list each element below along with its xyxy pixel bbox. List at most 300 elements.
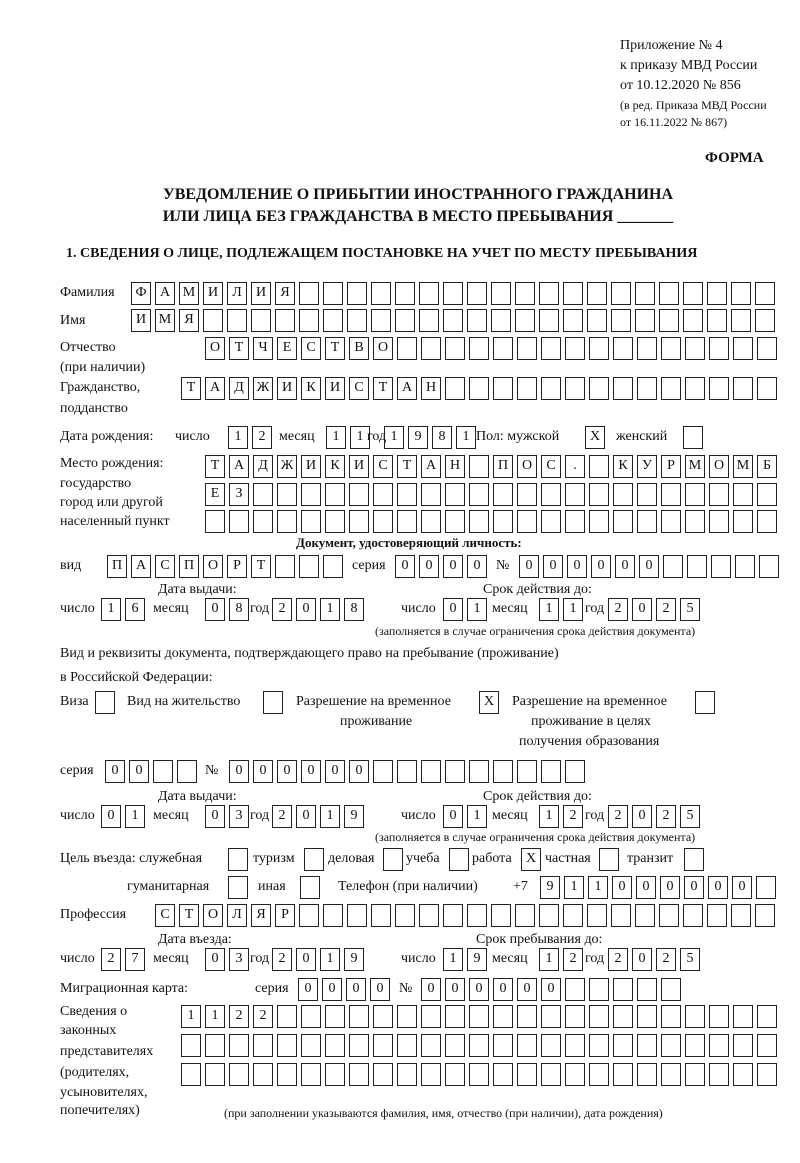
form-cell[interactable] — [395, 282, 415, 305]
form-cell[interactable] — [301, 1063, 321, 1086]
form-cell[interactable] — [421, 483, 441, 506]
form-cell[interactable] — [565, 377, 585, 400]
form-cell[interactable] — [517, 760, 537, 783]
form-cell[interactable] — [349, 1005, 369, 1028]
form-cell[interactable]: 9 — [467, 948, 487, 971]
form-cell[interactable]: М — [179, 282, 199, 305]
form-cell[interactable]: 9 — [344, 948, 364, 971]
stay-number-field[interactable] — [229, 760, 589, 783]
form-cell[interactable]: П — [179, 555, 199, 578]
form-cell[interactable] — [277, 1005, 297, 1028]
form-cell[interactable]: 5 — [680, 805, 700, 828]
form-cell[interactable] — [419, 282, 439, 305]
form-cell[interactable] — [613, 978, 633, 1001]
stay-until-day-field[interactable] — [443, 948, 491, 971]
form-cell[interactable]: 0 — [205, 805, 225, 828]
form-cell[interactable] — [517, 1034, 537, 1057]
form-cell[interactable] — [493, 760, 513, 783]
form-cell[interactable] — [443, 309, 463, 332]
form-cell[interactable] — [757, 337, 777, 360]
form-cell[interactable] — [757, 1005, 777, 1028]
form-cell[interactable] — [205, 1063, 225, 1086]
form-cell[interactable]: Ж — [253, 377, 273, 400]
form-cell[interactable] — [733, 510, 753, 533]
form-cell[interactable] — [449, 848, 469, 871]
form-cell[interactable] — [589, 1063, 609, 1086]
form-cell[interactable]: 5 — [680, 598, 700, 621]
form-cell[interactable]: 0 — [395, 555, 415, 578]
form-cell[interactable]: К — [325, 455, 345, 478]
form-cell[interactable] — [685, 377, 705, 400]
form-cell[interactable] — [613, 1034, 633, 1057]
form-cell[interactable]: Я — [251, 904, 271, 927]
form-cell[interactable] — [373, 1034, 393, 1057]
form-cell[interactable] — [756, 876, 776, 899]
form-cell[interactable] — [419, 309, 439, 332]
stay-issue-day-field[interactable] — [101, 805, 149, 828]
form-cell[interactable]: Т — [251, 555, 271, 578]
form-cell[interactable] — [707, 309, 727, 332]
form-cell[interactable] — [709, 1063, 729, 1086]
temp-residence-edu-checkbox[interactable] — [695, 691, 719, 714]
form-cell[interactable] — [685, 510, 705, 533]
form-cell[interactable]: Т — [397, 455, 417, 478]
form-cell[interactable] — [755, 309, 775, 332]
form-cell[interactable]: 2 — [608, 598, 628, 621]
form-cell[interactable] — [325, 483, 345, 506]
citizenship-field[interactable] — [181, 377, 781, 400]
form-cell[interactable]: 0 — [543, 555, 563, 578]
form-cell[interactable]: Р — [275, 904, 295, 927]
form-cell[interactable] — [587, 309, 607, 332]
form-cell[interactable] — [683, 426, 703, 449]
form-cell[interactable] — [589, 377, 609, 400]
name-field[interactable] — [131, 309, 779, 332]
form-cell[interactable] — [227, 309, 247, 332]
purpose-business-checkbox[interactable] — [383, 848, 407, 871]
form-cell[interactable] — [469, 377, 489, 400]
form-cell[interactable] — [611, 904, 631, 927]
form-cell[interactable] — [229, 1034, 249, 1057]
form-cell[interactable] — [277, 1063, 297, 1086]
form-cell[interactable] — [613, 337, 633, 360]
form-cell[interactable] — [587, 904, 607, 927]
phone-field[interactable] — [540, 876, 780, 899]
form-cell[interactable] — [397, 337, 417, 360]
form-cell[interactable] — [661, 483, 681, 506]
form-cell[interactable] — [299, 282, 319, 305]
form-cell[interactable]: 0 — [469, 978, 489, 1001]
form-cell[interactable] — [421, 1063, 441, 1086]
form-cell[interactable] — [613, 483, 633, 506]
birth-day-field[interactable] — [228, 426, 276, 449]
form-cell[interactable] — [205, 510, 225, 533]
form-cell[interactable] — [263, 691, 283, 714]
form-cell[interactable]: 5 — [680, 948, 700, 971]
form-cell[interactable]: Л — [227, 282, 247, 305]
form-cell[interactable] — [637, 377, 657, 400]
form-cell[interactable]: 2 — [101, 948, 121, 971]
form-cell[interactable] — [469, 1063, 489, 1086]
form-cell[interactable]: Д — [229, 377, 249, 400]
purpose-transit-checkbox[interactable] — [684, 848, 708, 871]
stay-issue-month-field[interactable] — [205, 805, 253, 828]
form-cell[interactable]: И — [325, 377, 345, 400]
form-cell[interactable] — [589, 1034, 609, 1057]
birth-place-line-1[interactable] — [205, 455, 781, 478]
form-cell[interactable] — [589, 978, 609, 1001]
form-cell[interactable]: С — [373, 455, 393, 478]
form-cell[interactable]: 0 — [370, 978, 390, 1001]
visa-checkbox[interactable] — [95, 691, 119, 714]
form-cell[interactable] — [205, 1034, 225, 1057]
form-cell[interactable] — [635, 904, 655, 927]
form-cell[interactable] — [635, 282, 655, 305]
form-cell[interactable] — [445, 483, 465, 506]
form-cell[interactable]: Т — [179, 904, 199, 927]
form-cell[interactable]: 8 — [432, 426, 452, 449]
form-cell[interactable]: 0 — [346, 978, 366, 1001]
form-cell[interactable] — [685, 337, 705, 360]
form-cell[interactable]: 1 — [320, 598, 340, 621]
form-cell[interactable]: X — [585, 426, 605, 449]
form-cell[interactable]: 2 — [253, 1005, 273, 1028]
form-cell[interactable]: 1 — [205, 1005, 225, 1028]
form-cell[interactable] — [635, 309, 655, 332]
form-cell[interactable]: 0 — [301, 760, 321, 783]
form-cell[interactable] — [300, 876, 320, 899]
form-cell[interactable] — [685, 1063, 705, 1086]
form-cell[interactable]: 0 — [708, 876, 728, 899]
form-cell[interactable]: Т — [205, 455, 225, 478]
form-cell[interactable] — [637, 337, 657, 360]
form-cell[interactable]: Ч — [253, 337, 273, 360]
form-cell[interactable] — [397, 483, 417, 506]
id-issue-year-field[interactable] — [272, 598, 368, 621]
form-cell[interactable] — [711, 555, 731, 578]
form-cell[interactable]: О — [709, 455, 729, 478]
form-cell[interactable] — [515, 282, 535, 305]
form-cell[interactable]: М — [155, 309, 175, 332]
form-cell[interactable] — [661, 1063, 681, 1086]
form-cell[interactable]: 3 — [229, 948, 249, 971]
form-cell[interactable]: И — [301, 455, 321, 478]
form-cell[interactable] — [299, 555, 319, 578]
form-cell[interactable]: Л — [227, 904, 247, 927]
form-cell[interactable]: А — [229, 455, 249, 478]
form-cell[interactable]: Р — [661, 455, 681, 478]
form-cell[interactable] — [373, 760, 393, 783]
form-cell[interactable] — [325, 1034, 345, 1057]
form-cell[interactable]: 0 — [443, 598, 463, 621]
form-cell[interactable] — [565, 1034, 585, 1057]
form-cell[interactable]: 3 — [229, 805, 249, 828]
form-cell[interactable]: 0 — [325, 760, 345, 783]
form-cell[interactable] — [733, 337, 753, 360]
form-cell[interactable] — [517, 377, 537, 400]
form-cell[interactable]: 0 — [732, 876, 752, 899]
form-cell[interactable] — [563, 309, 583, 332]
form-cell[interactable]: 1 — [443, 948, 463, 971]
form-cell[interactable] — [613, 1063, 633, 1086]
residence-permit-checkbox[interactable] — [263, 691, 287, 714]
form-cell[interactable] — [733, 1034, 753, 1057]
id-number-field[interactable] — [519, 555, 783, 578]
form-cell[interactable] — [299, 904, 319, 927]
form-cell[interactable] — [589, 1005, 609, 1028]
form-cell[interactable]: 1 — [539, 805, 559, 828]
reps-line-1[interactable] — [181, 1005, 781, 1028]
form-cell[interactable] — [445, 1034, 465, 1057]
form-cell[interactable] — [637, 483, 657, 506]
form-cell[interactable] — [469, 455, 489, 478]
form-cell[interactable] — [685, 483, 705, 506]
form-cell[interactable] — [613, 1005, 633, 1028]
form-cell[interactable]: И — [131, 309, 151, 332]
form-cell[interactable]: 9 — [408, 426, 428, 449]
form-cell[interactable] — [469, 760, 489, 783]
form-cell[interactable] — [275, 555, 295, 578]
form-cell[interactable] — [563, 904, 583, 927]
form-cell[interactable] — [493, 377, 513, 400]
form-cell[interactable] — [659, 309, 679, 332]
form-cell[interactable] — [469, 1034, 489, 1057]
form-cell[interactable]: 9 — [540, 876, 560, 899]
form-cell[interactable] — [563, 282, 583, 305]
form-cell[interactable]: А — [155, 282, 175, 305]
form-cell[interactable] — [493, 1063, 513, 1086]
form-cell[interactable] — [421, 760, 441, 783]
form-cell[interactable]: 2 — [608, 948, 628, 971]
form-cell[interactable] — [229, 1063, 249, 1086]
form-cell[interactable] — [445, 760, 465, 783]
form-cell[interactable]: 0 — [615, 555, 635, 578]
form-cell[interactable] — [277, 483, 297, 506]
form-cell[interactable] — [637, 510, 657, 533]
stay-issue-year-field[interactable] — [272, 805, 368, 828]
form-cell[interactable] — [565, 510, 585, 533]
form-cell[interactable]: 1 — [563, 598, 583, 621]
form-cell[interactable] — [493, 1005, 513, 1028]
form-cell[interactable] — [228, 848, 248, 871]
form-cell[interactable] — [541, 337, 561, 360]
form-cell[interactable] — [757, 1063, 777, 1086]
form-cell[interactable]: 0 — [205, 598, 225, 621]
form-cell[interactable] — [599, 848, 619, 871]
form-cell[interactable]: В — [349, 337, 369, 360]
form-cell[interactable] — [301, 510, 321, 533]
form-cell[interactable] — [371, 904, 391, 927]
surname-field[interactable] — [131, 282, 779, 305]
form-cell[interactable]: 0 — [632, 948, 652, 971]
form-cell[interactable]: 1 — [326, 426, 346, 449]
form-cell[interactable] — [445, 1063, 465, 1086]
form-cell[interactable] — [539, 309, 559, 332]
form-cell[interactable] — [373, 1005, 393, 1028]
form-cell[interactable] — [395, 309, 415, 332]
form-cell[interactable] — [228, 876, 248, 899]
form-cell[interactable] — [421, 337, 441, 360]
form-cell[interactable] — [735, 555, 755, 578]
form-cell[interactable] — [323, 904, 343, 927]
form-cell[interactable]: К — [301, 377, 321, 400]
form-cell[interactable]: . — [565, 455, 585, 478]
form-cell[interactable] — [493, 337, 513, 360]
form-cell[interactable]: 0 — [277, 760, 297, 783]
form-cell[interactable] — [709, 1005, 729, 1028]
form-cell[interactable]: 0 — [467, 555, 487, 578]
form-cell[interactable] — [541, 1034, 561, 1057]
form-cell[interactable]: 0 — [443, 805, 463, 828]
id-series-field[interactable] — [395, 555, 491, 578]
form-cell[interactable]: 0 — [419, 555, 439, 578]
form-cell[interactable]: 0 — [101, 805, 121, 828]
form-cell[interactable] — [587, 282, 607, 305]
form-cell[interactable] — [541, 510, 561, 533]
form-cell[interactable]: 1 — [228, 426, 248, 449]
migration-number-field[interactable] — [421, 978, 685, 1001]
form-cell[interactable] — [565, 1063, 585, 1086]
form-cell[interactable]: 0 — [612, 876, 632, 899]
form-cell[interactable]: 1 — [539, 598, 559, 621]
form-cell[interactable]: Б — [757, 455, 777, 478]
form-cell[interactable]: Д — [253, 455, 273, 478]
form-cell[interactable]: 0 — [493, 978, 513, 1001]
form-cell[interactable]: 0 — [322, 978, 342, 1001]
form-cell[interactable] — [421, 1034, 441, 1057]
purpose-official-checkbox[interactable] — [228, 848, 252, 871]
form-cell[interactable] — [251, 309, 271, 332]
form-cell[interactable] — [659, 904, 679, 927]
form-cell[interactable]: Т — [325, 337, 345, 360]
form-cell[interactable]: С — [155, 555, 175, 578]
form-cell[interactable] — [515, 309, 535, 332]
form-cell[interactable] — [467, 309, 487, 332]
form-cell[interactable] — [493, 483, 513, 506]
form-cell[interactable]: 1 — [320, 805, 340, 828]
form-cell[interactable] — [443, 282, 463, 305]
form-cell[interactable]: 2 — [656, 805, 676, 828]
form-cell[interactable]: 0 — [296, 598, 316, 621]
form-cell[interactable] — [373, 510, 393, 533]
form-cell[interactable]: О — [203, 555, 223, 578]
form-cell[interactable]: 0 — [421, 978, 441, 1001]
form-cell[interactable] — [709, 337, 729, 360]
form-cell[interactable]: X — [479, 691, 499, 714]
form-cell[interactable]: И — [349, 455, 369, 478]
form-cell[interactable] — [515, 904, 535, 927]
form-cell[interactable] — [683, 282, 703, 305]
form-cell[interactable]: 2 — [272, 805, 292, 828]
form-cell[interactable]: 0 — [105, 760, 125, 783]
form-cell[interactable] — [757, 377, 777, 400]
form-cell[interactable] — [253, 510, 273, 533]
form-cell[interactable]: 1 — [101, 598, 121, 621]
form-cell[interactable]: 0 — [129, 760, 149, 783]
form-cell[interactable]: И — [203, 282, 223, 305]
form-cell[interactable]: 0 — [205, 948, 225, 971]
form-cell[interactable] — [539, 904, 559, 927]
form-cell[interactable]: 2 — [608, 805, 628, 828]
form-cell[interactable] — [565, 337, 585, 360]
id-valid-month-field[interactable] — [539, 598, 587, 621]
form-cell[interactable] — [517, 1005, 537, 1028]
entry-day-field[interactable] — [101, 948, 149, 971]
form-cell[interactable]: Я — [275, 282, 295, 305]
form-cell[interactable]: О — [517, 455, 537, 478]
entry-month-field[interactable] — [205, 948, 253, 971]
form-cell[interactable] — [323, 309, 343, 332]
form-cell[interactable] — [469, 483, 489, 506]
form-cell[interactable] — [755, 904, 775, 927]
form-cell[interactable] — [733, 483, 753, 506]
form-cell[interactable]: Н — [445, 455, 465, 478]
form-cell[interactable]: 1 — [564, 876, 584, 899]
form-cell[interactable]: 2 — [272, 598, 292, 621]
form-cell[interactable]: К — [613, 455, 633, 478]
form-cell[interactable] — [325, 510, 345, 533]
id-kind-field[interactable] — [107, 555, 347, 578]
form-cell[interactable]: 2 — [563, 805, 583, 828]
form-cell[interactable] — [683, 904, 703, 927]
form-cell[interactable] — [275, 309, 295, 332]
form-cell[interactable] — [304, 848, 324, 871]
form-cell[interactable] — [707, 904, 727, 927]
form-cell[interactable] — [663, 555, 683, 578]
form-cell[interactable]: 0 — [229, 760, 249, 783]
form-cell[interactable]: П — [107, 555, 127, 578]
form-cell[interactable] — [695, 691, 715, 714]
stay-until-month-field[interactable] — [539, 948, 587, 971]
form-cell[interactable] — [493, 510, 513, 533]
form-cell[interactable] — [685, 1005, 705, 1028]
form-cell[interactable] — [589, 510, 609, 533]
form-cell[interactable] — [589, 337, 609, 360]
form-cell[interactable]: Т — [181, 377, 201, 400]
form-cell[interactable] — [661, 1034, 681, 1057]
form-cell[interactable] — [277, 1034, 297, 1057]
form-cell[interactable] — [613, 377, 633, 400]
stay-series-field[interactable] — [105, 760, 201, 783]
id-valid-year-field[interactable] — [608, 598, 704, 621]
form-cell[interactable] — [469, 510, 489, 533]
form-cell[interactable] — [707, 282, 727, 305]
form-cell[interactable] — [181, 1063, 201, 1086]
form-cell[interactable]: 2 — [656, 948, 676, 971]
form-cell[interactable] — [299, 309, 319, 332]
form-cell[interactable]: Е — [277, 337, 297, 360]
form-cell[interactable]: 0 — [636, 876, 656, 899]
purpose-private-checkbox[interactable] — [599, 848, 623, 871]
form-cell[interactable] — [445, 337, 465, 360]
migration-series-field[interactable] — [298, 978, 394, 1001]
form-cell[interactable] — [95, 691, 115, 714]
form-cell[interactable] — [467, 282, 487, 305]
form-cell[interactable] — [421, 510, 441, 533]
form-cell[interactable] — [325, 1063, 345, 1086]
form-cell[interactable]: 1 — [350, 426, 370, 449]
form-cell[interactable] — [541, 760, 561, 783]
form-cell[interactable]: А — [421, 455, 441, 478]
purpose-other-checkbox[interactable] — [300, 876, 324, 899]
form-cell[interactable]: 0 — [298, 978, 318, 1001]
form-cell[interactable]: 2 — [252, 426, 272, 449]
form-cell[interactable]: П — [493, 455, 513, 478]
form-cell[interactable]: Т — [373, 377, 393, 400]
form-cell[interactable] — [541, 377, 561, 400]
form-cell[interactable] — [517, 1063, 537, 1086]
form-cell[interactable] — [323, 282, 343, 305]
